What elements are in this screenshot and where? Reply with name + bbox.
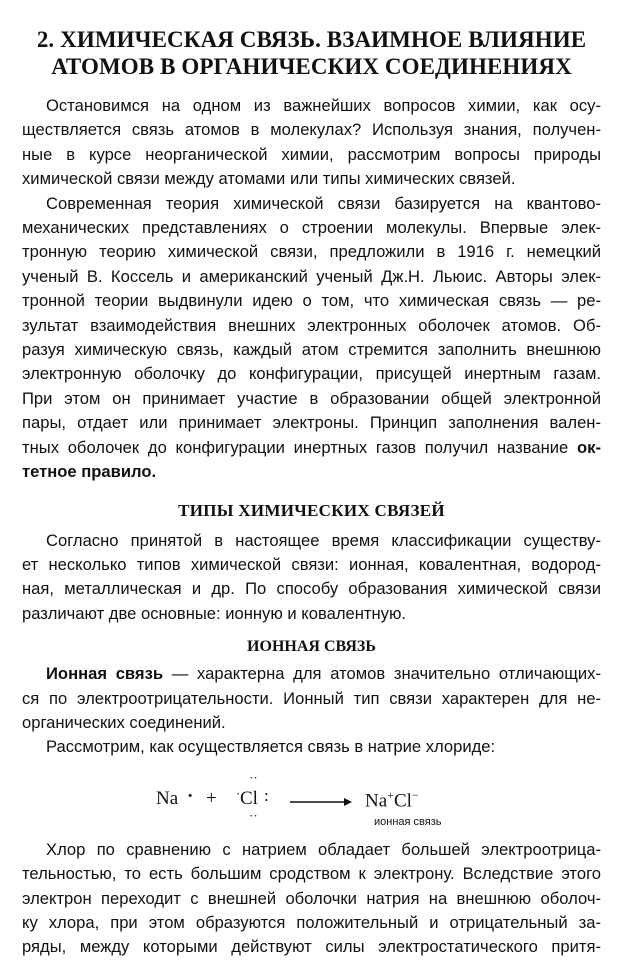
chapter-title-line-1: 2. ХИМИЧЕСКАЯ СВЯЗЬ. ВЗАИМНОЕ ВЛИЯНИЕ [36, 27, 587, 52]
reaction-arrow-icon [290, 797, 352, 807]
product-sodium: Na [365, 790, 388, 812]
text-line: пары, отдает или принимает электроны. Принцип заполнения вален- [22, 413, 601, 433]
text-line: электронную оболочку до конфигурации, присущей инертным газам. [22, 364, 601, 384]
text-line: тных оболочек до конфигурации инертных газов получил название [22, 437, 569, 457]
paragraph-example-intro [22, 735, 601, 759]
chlorine-bottom-dots: ·· [249, 807, 258, 823]
ionic-bond-term: Ионная связь [46, 664, 164, 684]
text-line: тронной теории выдвинули идею о том, что химическая связь — ре- [22, 291, 601, 311]
text-line: ку хлора, при этом образуются положительный и отрицательный за- [22, 912, 601, 932]
text-line: ряды, между которыми действуют силы электростатического притя- [22, 937, 601, 957]
reaction-equation [22, 760, 601, 838]
text-line: ученый В. Коссель и американский ученый Дж.Н. Льюис. Авторы элек- [22, 266, 601, 286]
text-line: ные в курсе неорганической химии, рассмотрим вопросы природы [22, 144, 601, 164]
text-line: Современная теория химической связи базируется на квантово- [46, 193, 601, 213]
text-line: тельностью, то есть большим сродством к электрону. Вследствие этого [22, 864, 601, 884]
text-line: ся по электроотрицательности. Ионный тип связи характерен для не- [22, 688, 601, 708]
product-formula [365, 788, 419, 812]
text-line: зультат взаимодействия внешних электронных оболочек атомов. Об- [22, 315, 601, 335]
text-line: тронную теорию химической связи, предложили в 1916 г. немецкий [22, 242, 601, 262]
text-line: Хлор по сравнению с натрием обладает большей электроотрица- [46, 839, 601, 859]
text-line: ная, металлическая и др. По способу образования химической связи [22, 579, 601, 599]
sodium-charge: + [387, 787, 394, 802]
chapter-title [22, 26, 601, 80]
equation-caption: ионная связь [374, 815, 442, 828]
text-line: разуя химическую связь, каждый атом стремится заполнить внешнюю [22, 340, 601, 360]
plus-sign: + [206, 787, 217, 809]
chlorine-top-dots: ·· [249, 769, 258, 785]
text-line: электрон переходит с внешней оболочки натрия на внешнюю оболоч- [22, 888, 601, 908]
text-line: ет несколько типов химической связи: ионная, ковалентная, водород- [22, 554, 601, 574]
paragraph-ionic-definition [22, 662, 601, 735]
text-line: ществляется связь атомов в молекулах? Используя знания, получен- [22, 120, 601, 140]
text-line: различают две основные: ионную и ковалентную. [22, 603, 407, 623]
section-heading-bond-types: ТИПЫ ХИМИЧЕСКИХ СВЯЗЕЙ [178, 500, 445, 520]
chlorine-charge: − [411, 787, 419, 802]
text-line: Согласно принятой в настоящее время классификации существу- [46, 530, 601, 550]
term-period: . [151, 462, 157, 482]
paragraph-explanation [22, 838, 601, 960]
chlorine-symbol: Cl [240, 787, 258, 809]
sodium-electron-dot: · [187, 785, 194, 807]
paragraph-intro [22, 94, 601, 192]
text-line-with-term [22, 460, 601, 484]
text-line-with-term [22, 662, 601, 686]
text-line: механических представлениях о строении молекулы. Впервые элек- [22, 218, 601, 238]
paragraph-classification [22, 529, 601, 627]
text-line: При этом он принимает участие в образовании общей электронной [22, 388, 601, 408]
text-line: Остановимся на одном из важнейших вопросов химии, как осу- [46, 96, 601, 115]
text-line: органических соединений. [22, 712, 226, 732]
chlorine-left-dot: · [236, 785, 241, 801]
product-chlorine: Cl [393, 790, 412, 812]
octet-rule-term-start: ок- [577, 437, 601, 457]
chlorine-right-dots: : [264, 785, 269, 805]
text-line-with-term [22, 436, 601, 460]
text-line: химической связи между атомами или типы химических связей. [22, 169, 516, 189]
octet-rule-term-end: тетное правило [22, 462, 152, 482]
chapter-title-line-2: АТОМОВ В ОРГАНИЧЕСКИХ СОЕДИНЕНИЯХ [51, 54, 572, 79]
text-line: — характерна для атомов значительно отличающих- [163, 664, 601, 684]
paragraph-theory [22, 192, 601, 485]
section-heading-ionic-bond: ИОННАЯ СВЯЗЬ [247, 638, 376, 656]
text-line: Рассмотрим, как осуществляется связь в натрие хлориде: [46, 737, 496, 757]
sodium-symbol: Na [156, 787, 179, 809]
